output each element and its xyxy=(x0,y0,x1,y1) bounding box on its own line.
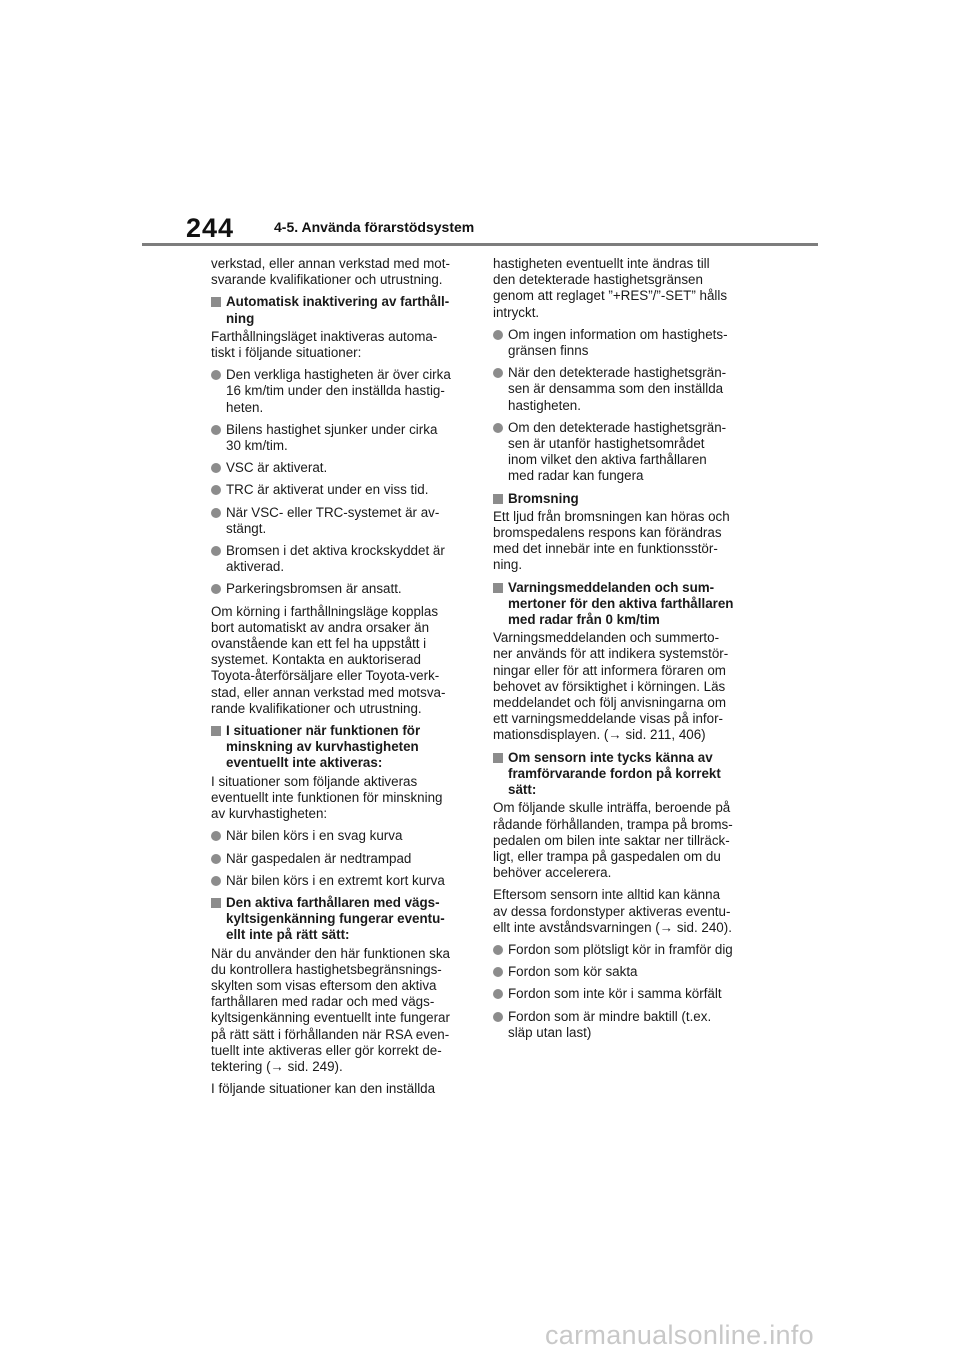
round-bullet-icon xyxy=(211,546,221,556)
list-item-text: Den verkliga hastigheten är över cirka 16 km/tim under den inställda hastig- heten. xyxy=(226,367,451,415)
round-bullet-icon xyxy=(211,584,221,594)
paragraph: I situationer som följande aktiveras eventuellt inte funktionen för minskning av kurvhastigheten: xyxy=(211,773,443,822)
list-item xyxy=(211,367,467,416)
list-item xyxy=(493,942,749,958)
list-item-text: Om ingen information om hastighets- gränsen finns xyxy=(508,326,728,359)
list-item xyxy=(493,986,749,1002)
header-divider xyxy=(142,243,818,246)
round-bullet-icon xyxy=(211,463,221,473)
list-item xyxy=(211,581,467,597)
list-item-text: Bilens hastighet sjunker under cirka 30 km/tim. xyxy=(226,421,438,454)
list-item-text: När VSC- eller TRC-systemet är av- stängt. xyxy=(226,504,440,536)
right-column xyxy=(493,256,749,1047)
list-item-text: När bilen körs i en svag kurva xyxy=(226,828,403,844)
list-item xyxy=(493,964,749,980)
watermark-text: carmanualsonline.info xyxy=(545,1320,814,1350)
round-bullet-icon xyxy=(211,485,221,495)
list-item-text: Om den detekterade hastighetsgrän- sen är utanför hastighetsområdet inom vilket den aktiva farthållaren med radar kan fungera xyxy=(508,419,727,484)
subheading-text: Varningsmeddelanden och sum- mertoner för den aktiva farthållaren med radar från 0 km/tim xyxy=(508,579,734,628)
round-bullet-icon xyxy=(493,423,503,433)
subheading-text: I situationer när funktionen för minskning av kurvhastigheten eventuellt inte aktiveras: xyxy=(226,723,421,771)
subheading xyxy=(211,723,467,772)
round-bullet-icon xyxy=(493,967,503,977)
list-item-text: Fordon som är mindre baktill (t.ex. släp utan last) xyxy=(508,1008,712,1040)
round-bullet-icon xyxy=(493,945,503,955)
list-item xyxy=(493,327,749,359)
list-item xyxy=(493,420,749,485)
subheading-text: Den aktiva farthållaren med vägs- kyltsigenkänning fungerar eventu- ellt inte på rätt sätt: xyxy=(226,894,445,943)
subheading xyxy=(493,580,749,629)
square-bullet-icon xyxy=(493,583,503,593)
list-item xyxy=(493,365,749,414)
square-bullet-icon xyxy=(211,898,221,908)
list-item-text: När den detekterade hastighetsgrän- sen är densamma som den inställda hastigheten. xyxy=(508,365,727,413)
round-bullet-icon xyxy=(211,831,221,841)
subheading-text: Om sensorn inte tycks känna av framförvarande fordon på korrekt sätt: xyxy=(508,749,721,798)
list-item xyxy=(211,422,467,454)
square-bullet-icon xyxy=(211,297,221,307)
subheading xyxy=(211,895,467,944)
paragraph: Eftersom sensorn inte alltid kan känna av dessa fordonstyper aktiveras eventu- ellt inte avståndsvarningen (→ sid. 240). xyxy=(493,887,732,935)
paragraph: verkstad, eller annan verkstad med mot- svarande kvalifikationer och utrustning. xyxy=(211,256,450,288)
square-bullet-icon xyxy=(493,494,503,504)
list-item-text: Parkeringsbromsen är ansatt. xyxy=(226,581,402,597)
subheading-text: Bromsning xyxy=(508,490,579,506)
paragraph: hastigheten eventuellt inte ändras till den detekterade hastighetsgränsen genom att reglaget ”+RES”/”-SET” hålls intryckt. xyxy=(493,256,728,320)
paragraph: Om körning i farthållningsläge kopplas bort automatiskt av andra orsaker än ovanstående kan ett fel ha uppstått i systemet. Kontakta en auktoriserad Toyota-återförsäljare eller Toyota-verk- stad, eller annan verkstad med motsva- rande kvalifikationer och utrustning. xyxy=(211,603,446,716)
list-item xyxy=(211,505,467,537)
list-item-text: När bilen körs i en extremt kort kurva xyxy=(226,872,445,888)
list-item xyxy=(211,482,467,498)
round-bullet-icon xyxy=(211,854,221,864)
list-item xyxy=(211,851,467,867)
subheading xyxy=(493,750,749,799)
list-item-text: Fordon som kör sakta xyxy=(508,964,638,980)
paragraph: Farthållningsläget inaktiveras automa- tiskt i följande situationer: xyxy=(211,328,438,361)
list-item-text: VSC är aktiverat. xyxy=(226,460,328,476)
paragraph: Ett ljud från bromsningen kan höras och bromspedalens respons kan förändras med det innebär inte en funktionsstör- ning. xyxy=(493,508,730,573)
section-title: 4-5. Använda förarstödsystem xyxy=(274,219,475,235)
round-bullet-icon xyxy=(211,876,221,886)
paragraph: När du använder den här funktionen ska du kontrollera hastighetsbegränsnings- skylten som visas eftersom den aktiva farthållaren med radar och med vägs- kyltsigenkänning eventuellt inte fungerar på rätt sätt i förhållanden när RSA even- tuellt inte aktiveras eller gör korrekt de- tektering (→ sid. 249). xyxy=(211,945,450,1074)
square-bullet-icon xyxy=(211,726,221,736)
list-item xyxy=(211,828,467,844)
subheading xyxy=(211,294,467,326)
list-item xyxy=(211,873,467,889)
paragraph: Varningsmeddelanden och summerto- ner används för att indikera systemstör- ningar eller för att informera föraren om behovet av försiktighet i körningen. Läs meddelandet och följ anvisningarna om ett varningsmeddelande visas på infor- mationsdisplayen. (→ sid. 211, 406) xyxy=(493,630,729,743)
round-bullet-icon xyxy=(493,330,503,340)
round-bullet-icon xyxy=(211,508,221,518)
paragraph: Om följande skulle inträffa, beroende på rådande förhållanden, trampa på broms- pedalen om bilen inte saktar ner tillräck- ligt, eller trampa på gaspedalen om du behöver accelerera. xyxy=(493,800,733,881)
list-item-text: Bromsen i det aktiva krockskyddet är aktiverad. xyxy=(226,543,445,575)
list-item xyxy=(493,1009,749,1041)
list-item-text: Fordon som inte kör i samma körfält xyxy=(508,986,722,1002)
subheading-text: Automatisk inaktivering av farthåll- ning xyxy=(226,294,450,326)
page-number: 244 xyxy=(186,213,235,243)
subheading xyxy=(493,491,749,507)
round-bullet-icon xyxy=(493,989,503,999)
list-item-text: Fordon som plötsligt kör in framför dig xyxy=(508,941,733,957)
round-bullet-icon xyxy=(211,425,221,435)
left-column xyxy=(211,256,467,1103)
list-item-text: När gaspedalen är nedtrampad xyxy=(226,850,412,866)
round-bullet-icon xyxy=(211,370,221,380)
list-item xyxy=(211,543,467,575)
list-item-text: TRC är aktiverat under en viss tid. xyxy=(226,482,429,498)
round-bullet-icon xyxy=(493,368,503,378)
paragraph: I följande situationer kan den inställda xyxy=(211,1081,436,1097)
round-bullet-icon xyxy=(493,1012,503,1022)
square-bullet-icon xyxy=(493,753,503,763)
list-item xyxy=(211,460,467,476)
